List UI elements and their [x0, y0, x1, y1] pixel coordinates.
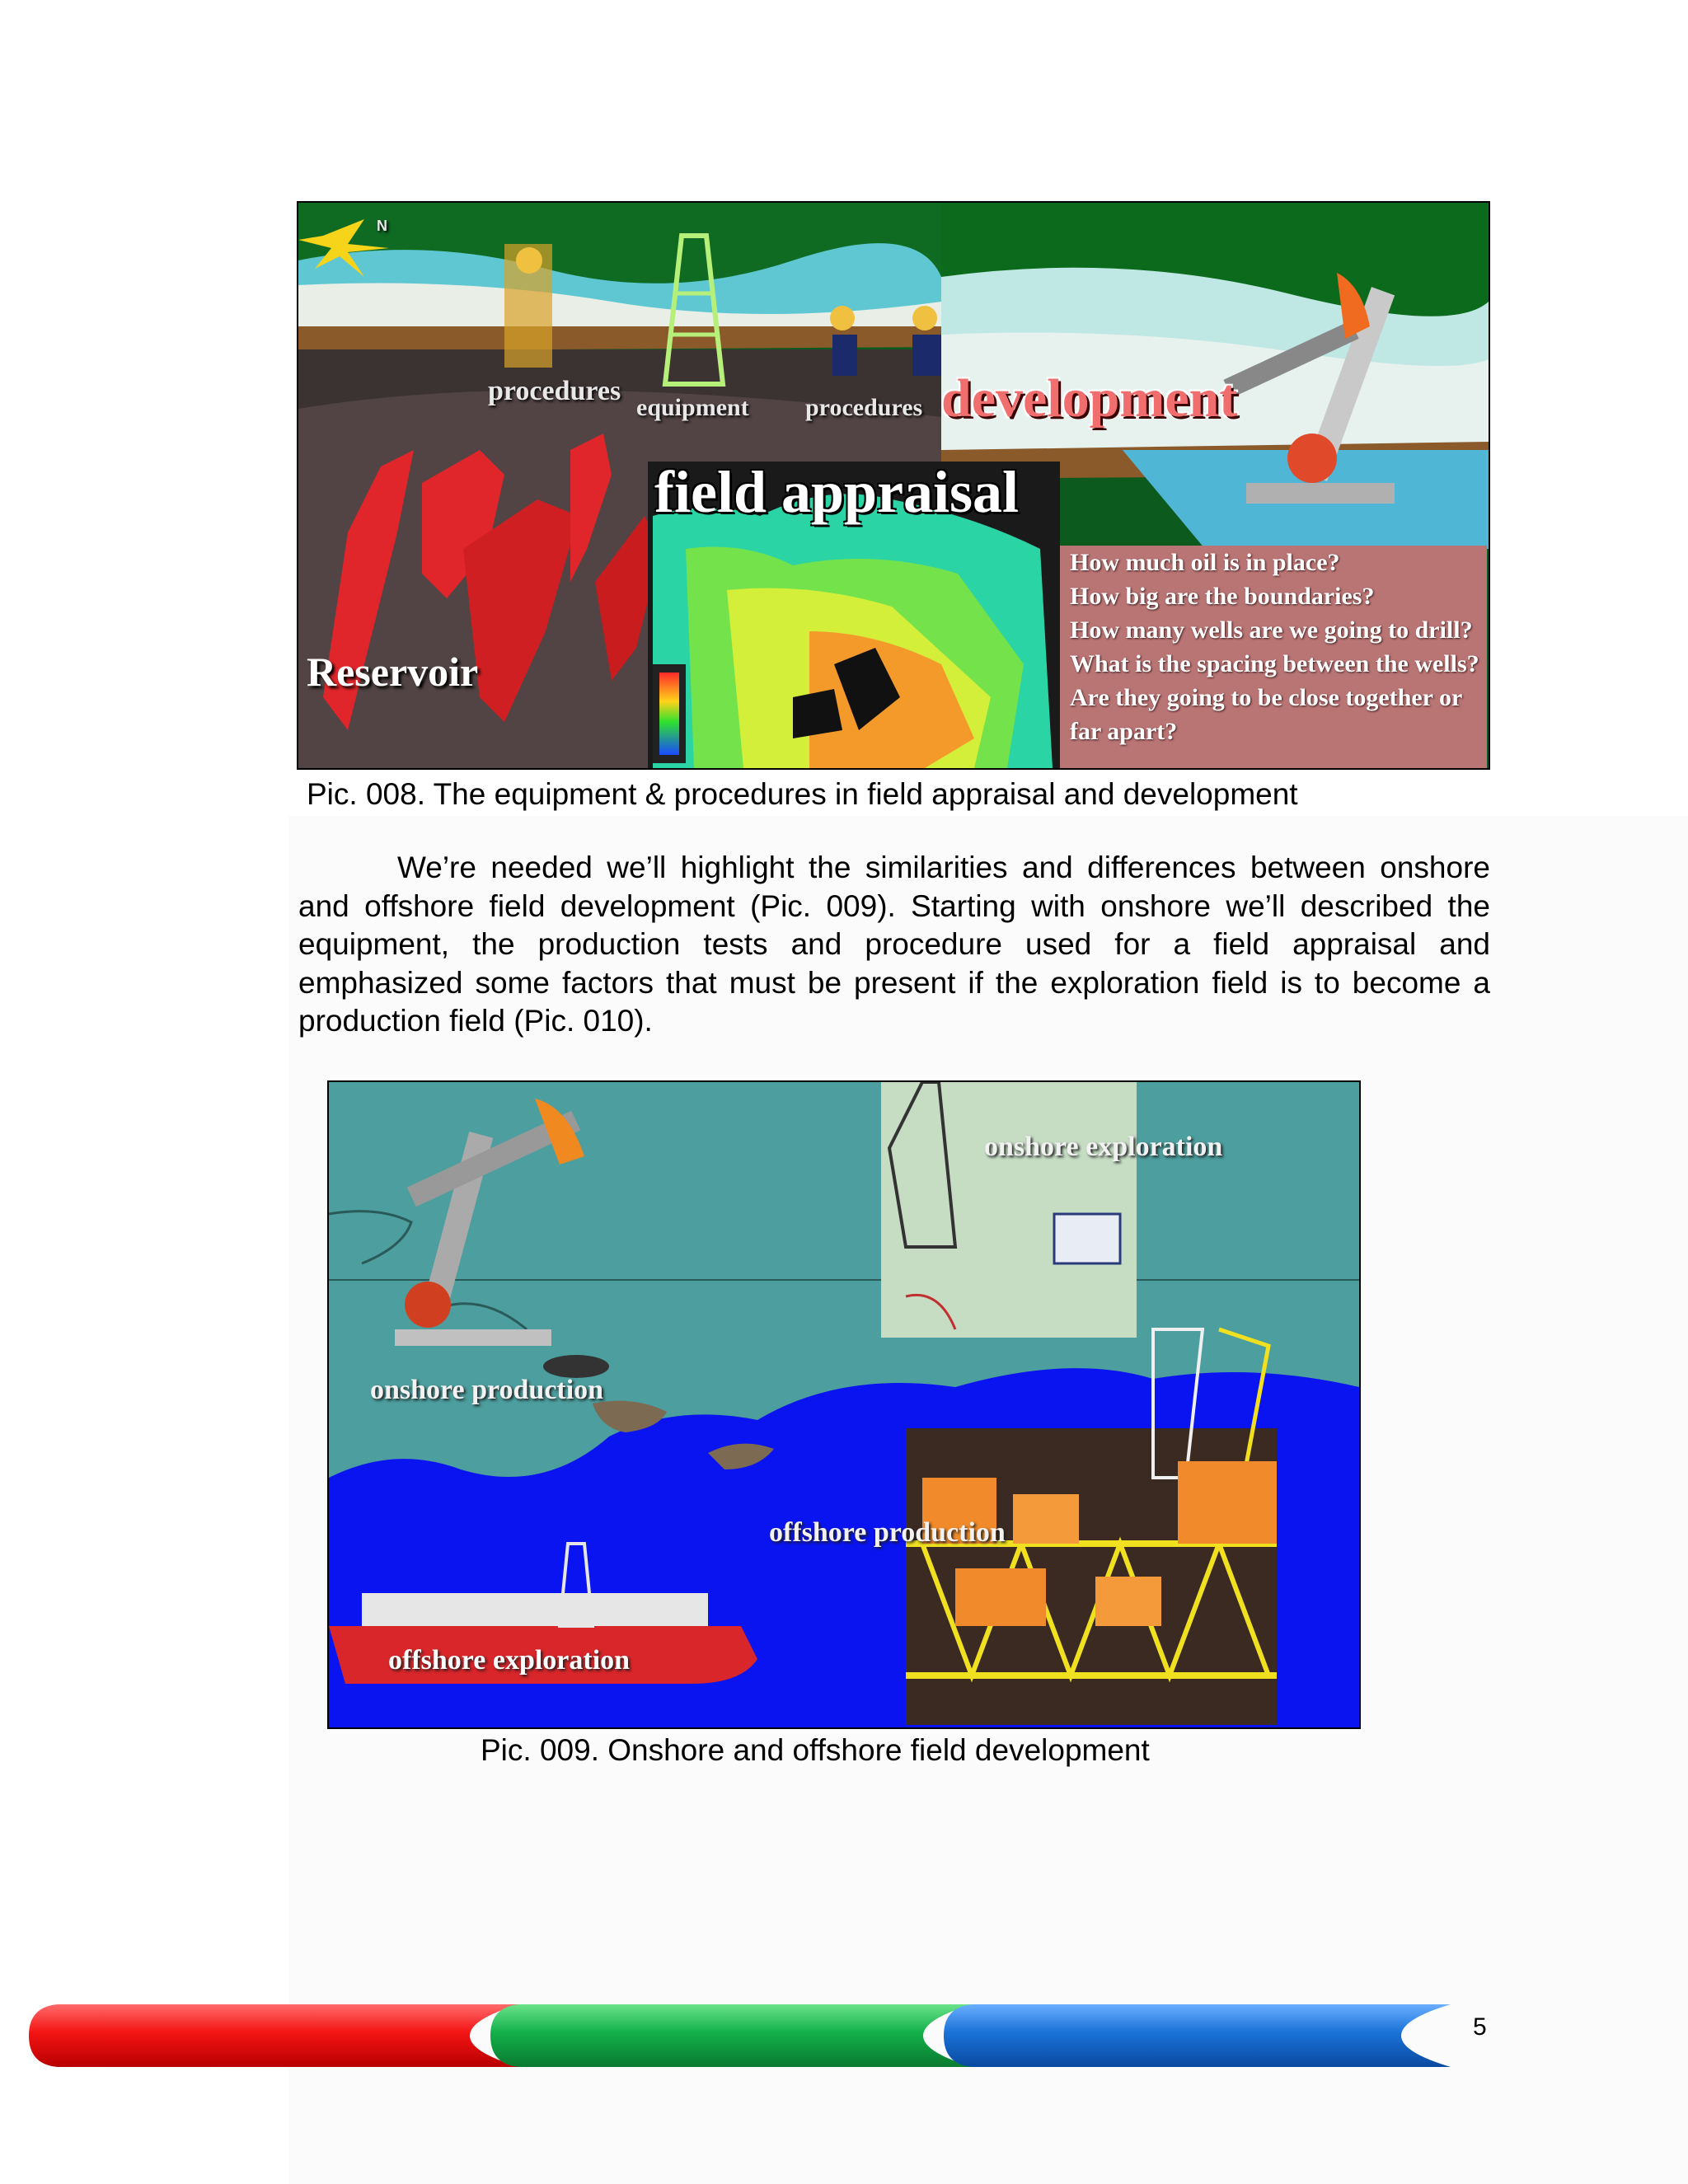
paragraph-text: We’re needed we’ll highlight the similarities and differences between onshore and offshore field development (Pic. 009). Starting with onshore we’ll described the equipment, the production tests and procedure used for a field appraisal and emphasized some factors that must be present if the exploration field is to become a production field (Pic. 010).	[298, 851, 1490, 1038]
appraisal-questions-box	[1060, 546, 1487, 768]
label-onshore-production: onshore production	[370, 1375, 604, 1405]
figure-onshore-offshore	[327, 1080, 1361, 1729]
label-development: development	[941, 368, 1238, 429]
figure-field-appraisal	[297, 201, 1490, 770]
label-offshore-production: offshore production	[769, 1517, 1006, 1548]
label-procedures-right: procedures	[805, 394, 923, 421]
label-offshore-exploration: offshore exploration	[388, 1645, 631, 1675]
question-line: How big are the boundaries?	[1070, 583, 1375, 610]
figure-caption: Pic. 008. The equipment & procedures in field appraisal and development	[307, 777, 1298, 811]
question-line: Are they going to be close together or	[1070, 684, 1463, 711]
question-line: How many wells are we going to drill?	[1070, 616, 1473, 644]
label-equipment: equipment	[636, 394, 749, 421]
compass-label: N	[377, 218, 387, 234]
body-paragraph	[298, 849, 1490, 1041]
question-line: far apart?	[1070, 718, 1178, 745]
footer-color-bars	[25, 1994, 1475, 2077]
page-number: 5	[1473, 2013, 1487, 2041]
label-field-appraisal: field appraisal	[654, 459, 1020, 525]
question-line: What is the spacing between the wells?	[1070, 650, 1479, 677]
label-reservoir: Reservoir	[307, 649, 479, 695]
label-onshore-exploration: onshore exploration	[984, 1132, 1223, 1162]
figure-caption: Pic. 009. Onshore and offshore field development	[481, 1733, 1150, 1767]
question-line: How much oil is in place?	[1070, 549, 1340, 576]
label-procedures-left: procedures	[488, 376, 621, 406]
